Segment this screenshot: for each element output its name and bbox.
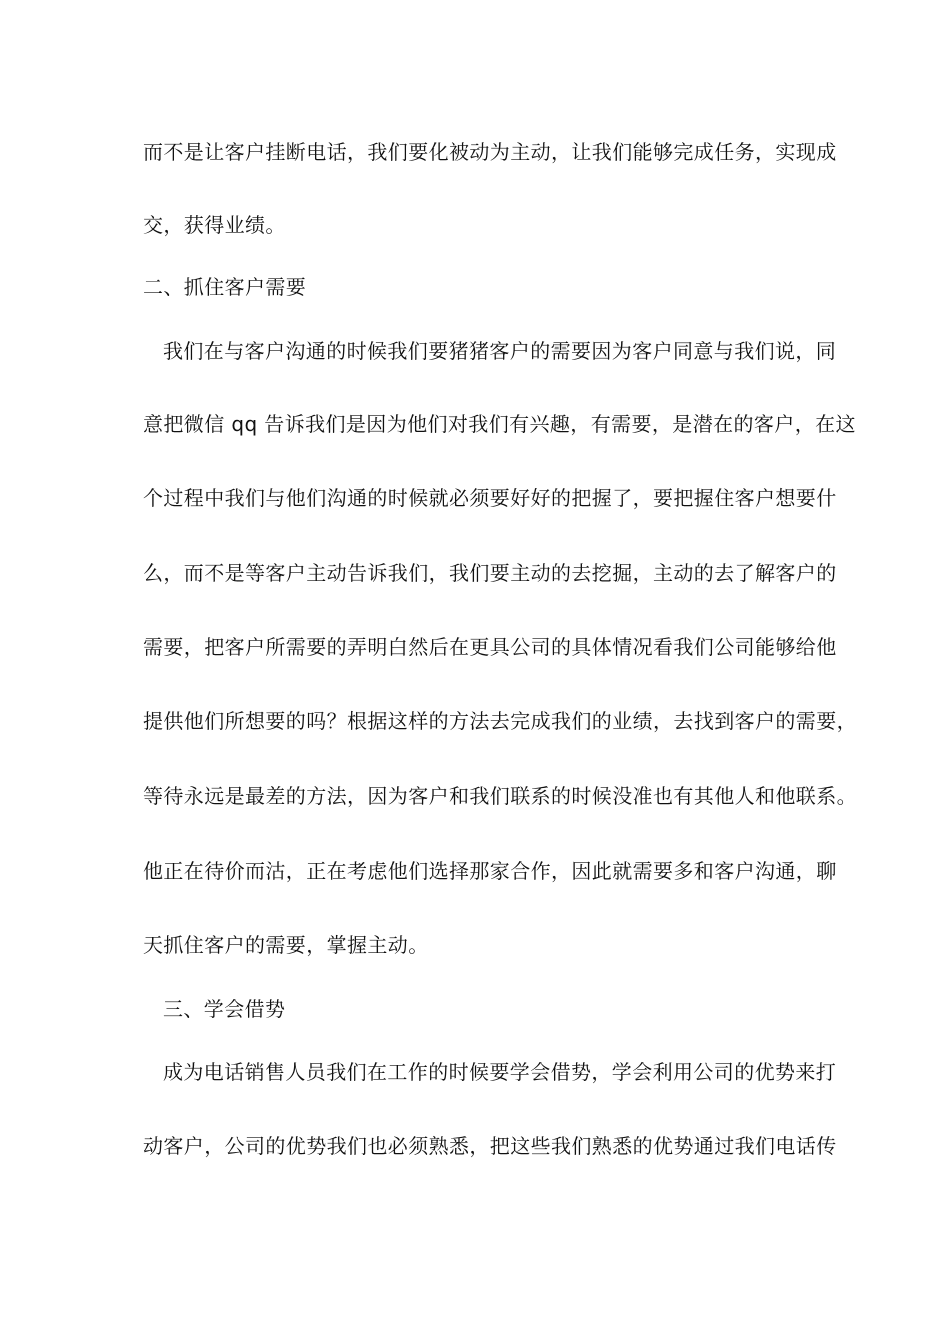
paragraph-line: 么，而不是等客户主动告诉我们，我们要主动的去挖掘，主动的去了解客户的	[143, 561, 837, 585]
paragraph-line: 交，获得业绩。	[143, 213, 286, 237]
paragraph-line: 需要，把客户所需要的弄明白然后在更具公司的具体情况看我们公司能够给他	[143, 635, 837, 659]
paragraph-line: 成为电话销售人员我们在工作的时候要学会借势，学会利用公司的优势来打	[163, 1060, 837, 1084]
section-heading: 三、学会借势	[163, 997, 286, 1021]
paragraph-line: 我们在与客户沟通的时候我们要猪猪客户的需要因为客户同意与我们说，同	[163, 339, 837, 363]
paragraph-line: 意把微信 qq 告诉我们是因为他们对我们有兴趣，有需要，是潜在的客户，在这	[143, 412, 856, 436]
paragraph-line: 天抓住客户的需要，掌握主动。	[143, 933, 429, 957]
paragraph-line: 他正在待价而沽，正在考虑他们选择那家合作，因此就需要多和客户沟通，聊	[143, 859, 837, 883]
paragraph-line: 而不是让客户挂断电话，我们要化被动为主动，让我们能够完成任务，实现成	[143, 140, 837, 164]
paragraph-line: 等待永远是最差的方法，因为客户和我们联系的时候没准也有其他人和他联系。	[143, 784, 857, 808]
section-heading: 二、抓住客户需要	[143, 275, 307, 299]
paragraph-line: 动客户，公司的优势我们也必须熟悉，把这些我们熟悉的优势通过我们电话传	[143, 1134, 837, 1158]
paragraph-line: 提供他们所想要的吗？根据这样的方法去完成我们的业绩，去找到客户的需要，	[143, 709, 857, 733]
paragraph-line: 个过程中我们与他们沟通的时候就必须要好好的把握了，要把握住客户想要什	[143, 486, 837, 510]
